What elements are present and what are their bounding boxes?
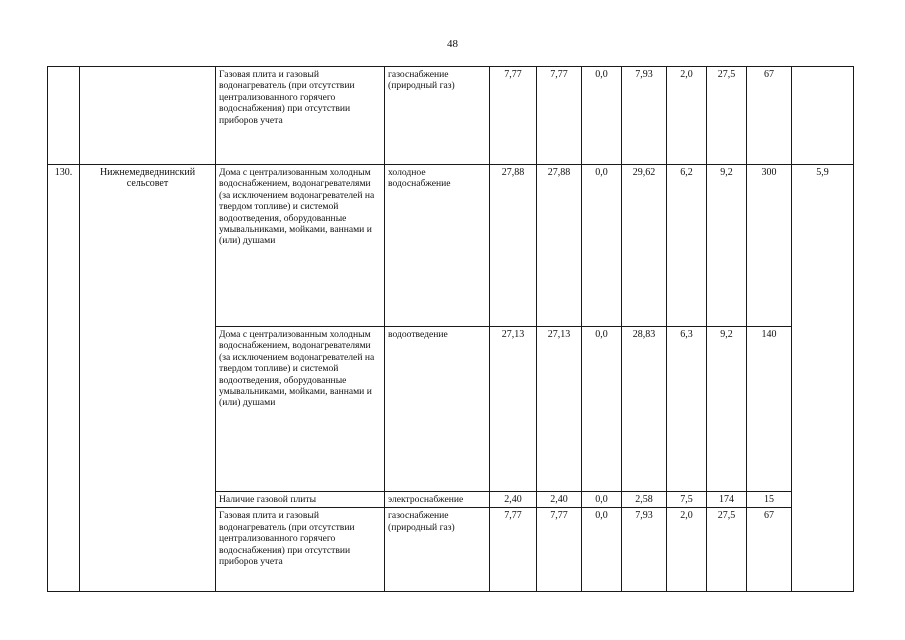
value-cell: 9,2 bbox=[707, 165, 747, 327]
value-cell: 140 bbox=[747, 327, 792, 492]
table-row bbox=[48, 67, 854, 165]
value-cell: 27,13 bbox=[490, 327, 537, 492]
value-cell: 27,5 bbox=[707, 67, 747, 165]
value-cell: 174 bbox=[707, 492, 747, 508]
last-value-cell-empty bbox=[792, 67, 854, 165]
value-cell: 27,88 bbox=[537, 165, 582, 327]
service-cell: водоотведение bbox=[385, 327, 490, 492]
row-number-cell-empty bbox=[48, 67, 80, 165]
value-cell: 300 bbox=[747, 165, 792, 327]
value-cell: 6,2 bbox=[667, 165, 707, 327]
table-row bbox=[48, 165, 854, 327]
value-cell: 15 bbox=[747, 492, 792, 508]
value-cell: 0,0 bbox=[582, 508, 622, 592]
value-cell: 27,88 bbox=[490, 165, 537, 327]
row-number-cell: 130. bbox=[48, 165, 80, 592]
value-cell: 7,93 bbox=[622, 508, 667, 592]
value-cell: 28,83 bbox=[622, 327, 667, 492]
value-cell: 7,77 bbox=[490, 67, 537, 165]
value-cell: 0,0 bbox=[582, 165, 622, 327]
value-cell: 0,0 bbox=[582, 492, 622, 508]
page-number: 48 bbox=[447, 38, 458, 50]
service-cell: газоснабжение (природный газ) bbox=[385, 508, 490, 592]
value-cell: 2,40 bbox=[537, 492, 582, 508]
value-cell: 7,77 bbox=[490, 508, 537, 592]
description-cell: Газовая плита и газовый водонагреватель (при отсутствии централизованного горячего водоснабжения) при отсутствии приборов учета bbox=[216, 508, 385, 592]
settlement-cell-empty bbox=[80, 67, 216, 165]
value-cell: 7,93 bbox=[622, 67, 667, 165]
value-cell: 2,0 bbox=[667, 67, 707, 165]
description-cell: Дома с централизованным холодным водоснабжением, водонагревателями (за исключением водонагревателей на твердом топливе) и системой водоотведения, оборудованные умывальниками, мойками, ваннами и (или) душами bbox=[216, 165, 385, 327]
value-cell: 7,77 bbox=[537, 67, 582, 165]
value-cell: 29,62 bbox=[622, 165, 667, 327]
service-cell: газоснабжение (природный газ) bbox=[385, 67, 490, 165]
value-cell: 2,0 bbox=[667, 508, 707, 592]
value-cell: 67 bbox=[747, 67, 792, 165]
last-value-cell: 5,9 bbox=[792, 165, 854, 592]
value-cell: 0,0 bbox=[582, 327, 622, 492]
settlement-name-cell: Нижнемедведнинский сельсовет bbox=[80, 165, 216, 592]
service-cell: электроснабжение bbox=[385, 492, 490, 508]
value-cell: 2,58 bbox=[622, 492, 667, 508]
value-cell: 6,3 bbox=[667, 327, 707, 492]
value-cell: 7,77 bbox=[537, 508, 582, 592]
value-cell: 67 bbox=[747, 508, 792, 592]
description-cell: Газовая плита и газовый водонагреватель (при отсутствии централизованного горячего водоснабжения) при отсутствии приборов учета bbox=[216, 67, 385, 165]
service-cell: холодное водоснабжение bbox=[385, 165, 490, 327]
value-cell: 9,2 bbox=[707, 327, 747, 492]
value-cell: 27,13 bbox=[537, 327, 582, 492]
value-cell: 7,5 bbox=[667, 492, 707, 508]
description-cell: Дома с централизованным холодным водоснабжением, водонагревателями (за исключением водонагревателей на твердом топливе) и системой водоотведения, оборудованные умывальниками, мойками, ваннами и (или) душами bbox=[216, 327, 385, 492]
value-cell: 0,0 bbox=[582, 67, 622, 165]
value-cell: 2,40 bbox=[490, 492, 537, 508]
description-cell: Наличие газовой плиты bbox=[216, 492, 385, 508]
tariff-table bbox=[47, 66, 854, 592]
value-cell: 27,5 bbox=[707, 508, 747, 592]
